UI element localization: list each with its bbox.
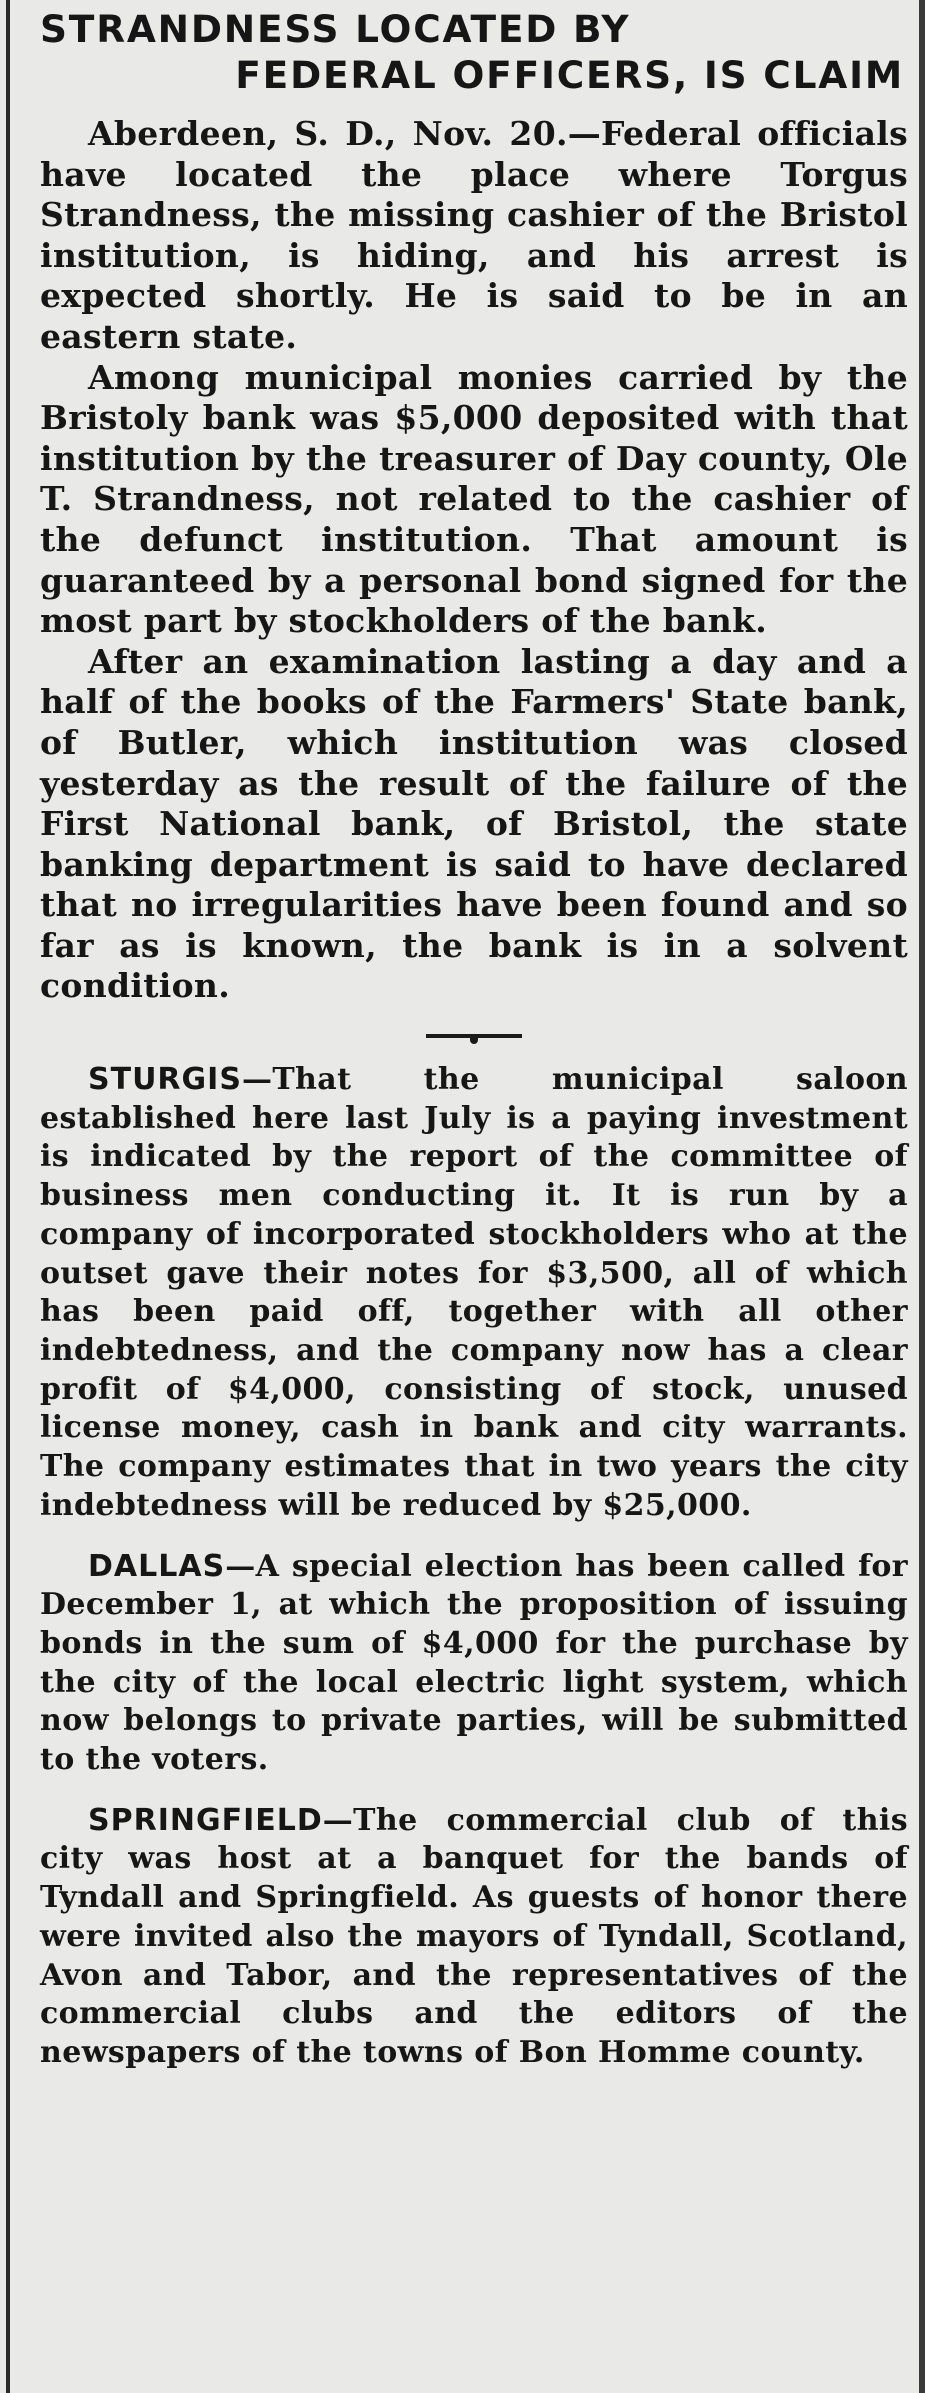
headline-line-1: STRANDNESS LOCATED BY <box>40 7 631 51</box>
lead-story-paragraph: Aberdeen, S. D., Nov. 20.—Federal officials have located the place where Torgus Strandness, the missing cashier of the Bristol institution, is hiding, and his arrest is expected shortly. He is said to be in an eastern state. <box>40 114 908 356</box>
news-brief-springfield <box>40 1802 908 2073</box>
lead-story-paragraph: After an examination lasting a day and a half of the books of the Farmers' State bank, of Butler, which institution was closed yesterday as the result of the failure of the First National bank, of Bristol, the state banking department is said to have declared that no irregularities have been found and so far as is known, the bank is in a solvent condition. <box>40 641 908 1006</box>
section-divider <box>426 1027 522 1045</box>
brief-dateline: SPRINGFIELD <box>88 1802 323 1838</box>
brief-text: —The commercial club of this city was host at a banquet for the bands of Tyndall and Springfield. As guests of honor there were invited also the mayors of Tyndall, Scotland, Avon and Tabor, and the representatives of the commercial clubs and the editors of the newspapers of the towns of Bon Homme county. <box>40 1802 908 2070</box>
news-brief-sturgis <box>40 1061 908 1525</box>
column-rule-left <box>6 0 10 2393</box>
lead-story-paragraph: Among municipal monies carried by the Bristoly bank was $5,000 deposited with that institution by the treasurer of Day county, Ole T. Strandness, not related to the cashier of the defunct institution. That amount is guaranteed by a personal bond signed for the most part by stockholders of the bank. <box>40 357 908 641</box>
brief-dateline: DALLAS <box>88 1548 226 1584</box>
brief-dateline: STURGIS <box>88 1062 242 1098</box>
newspaper-column <box>40 0 908 2073</box>
news-brief-dallas <box>40 1548 908 1780</box>
lead-story <box>40 114 908 1007</box>
column-rule-right <box>919 0 925 2393</box>
headline <box>40 6 908 98</box>
headline-line-2: FEDERAL OFFICERS, IS CLAIM <box>235 53 904 97</box>
brief-text: —A special election has been called for December 1, at which the proposition of issuing bonds in the sum of $4,000 for the purchase by the city of the local electric light system, which now belongs to private parties, will be submitted to the voters. <box>40 1548 908 1778</box>
brief-text: —That the municipal saloon established here last July is a paying investment is indicated by the report of the committee of business men conducting it. It is run by a company of incorporated stockholders who at the outset gave their notes for $3,500, all of which has been paid off, together with all other indebtedness, and the company now has a clear profit of $4,000, consisting of stock, unused license money, cash in bank and city warrants. The company estimates that in two years the city indebtedness will be reduced by $25,000. <box>40 1062 908 1523</box>
